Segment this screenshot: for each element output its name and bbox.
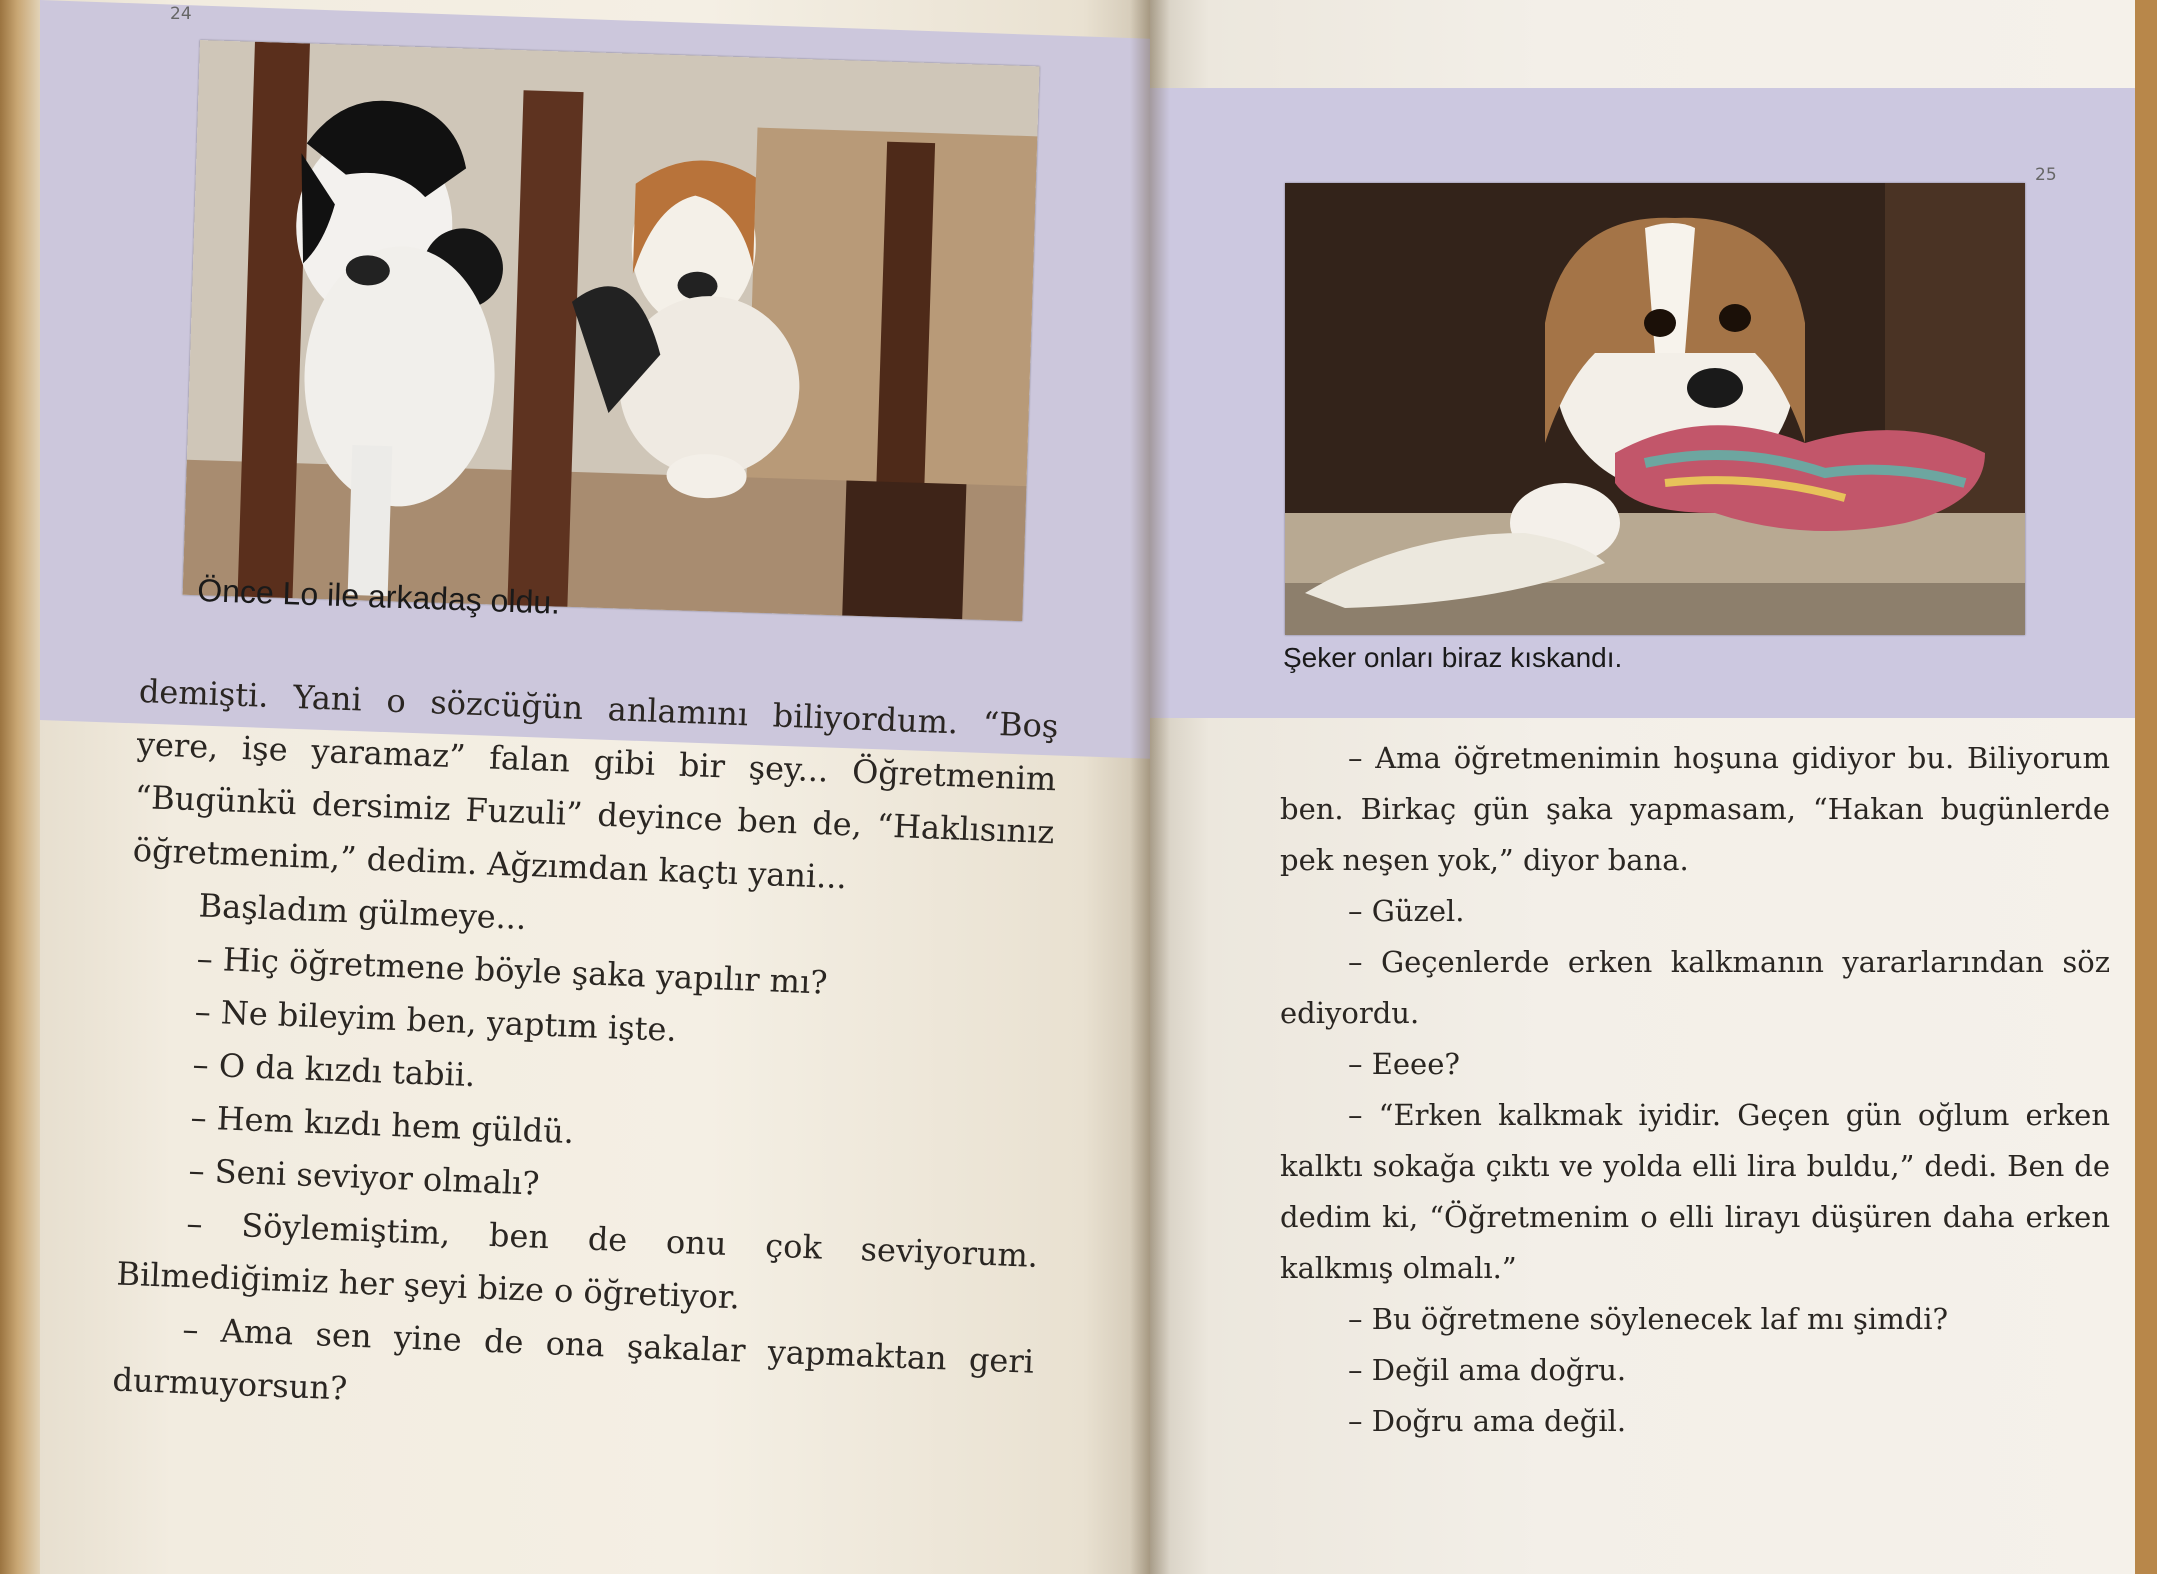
paragraph: – Ama öğretmenimin hoşuna gidiyor bu. Biliyorum ben. Birkaç gün şaka yapmasam, “Hakan bugünlerde pek neşen yok,” diyor bana.: [1280, 741, 2110, 877]
paragraph: – Hiç öğretmene böyle şaka yapılır mı?: [196, 939, 829, 1002]
left-photo-caption: Önce Lo ile arkadaş oldu.: [196, 572, 561, 621]
paragraph: – Geçenlerde erken kalkmanın yararlarından söz ediyordu.: [1280, 945, 2110, 1030]
right-page-text: [1280, 733, 2110, 1447]
paragraph: – “Erken kalkmak iyidir. Geçen gün oğlum erken kalktı sokağa çıktı ve yolda elli lira buldu,” dedi. Ben de dedim ki, “Öğretmenim o elli lirayı düşüren daha erken kalkmış olmalı.”: [1280, 1098, 2110, 1285]
paragraph: – Ama sen yine de ona şakalar yapmaktan geri durmuyorsun?: [111, 1310, 1035, 1408]
paragraph: demişti. Yani o sözcüğün anlamını biliyordum. “Boş yere, işe yaramaz” falan gibi bir şey... Öğretmenim “Bugünkü dersimiz Fuzuli” deyince ben de, “Haklısınız öğretmenim,” dedim. Ağzımdan kaçtı yani...: [132, 671, 1060, 897]
left-page: [40, 0, 1150, 1574]
paragraph: – O da kızdı tabii.: [191, 1045, 476, 1095]
page-stack-edge: [0, 0, 44, 1574]
right-page-number: 25: [2035, 165, 2057, 185]
paragraph: – Söylemiştim, ben de onu çok seviyorum. Bilmediğimiz her şeyi bize o öğretiyor.: [115, 1204, 1039, 1317]
paragraph: – Doğru ama değil.: [1348, 1404, 1627, 1438]
paragraph: – Bu öğretmene söylenecek laf mı şimdi?: [1348, 1302, 1949, 1336]
paragraph: – Seni seviyor olmalı?: [187, 1151, 541, 1203]
left-page-number: 24: [170, 4, 192, 24]
paragraph: – Ne bileyim ben, yaptım işte.: [194, 992, 678, 1049]
paragraph: – Eeee?: [1348, 1047, 1460, 1081]
paragraph: Başladım gülmeye...: [198, 886, 528, 938]
paragraph: – Güzel.: [1348, 894, 1465, 928]
paragraph: – Değil ama doğru.: [1348, 1353, 1627, 1387]
book-gutter: [1130, 0, 1170, 1574]
left-page-text: [112, 665, 1060, 1442]
right-photo-caption: Şeker onları biraz kıskandı.: [1283, 642, 1623, 673]
dogs-on-stairs-photo: [183, 40, 1040, 621]
right-page: [1150, 0, 2135, 1574]
paragraph: – Hem kızdı hem güldü.: [189, 1098, 575, 1151]
beagle-puppy-photo: [1285, 183, 2025, 635]
